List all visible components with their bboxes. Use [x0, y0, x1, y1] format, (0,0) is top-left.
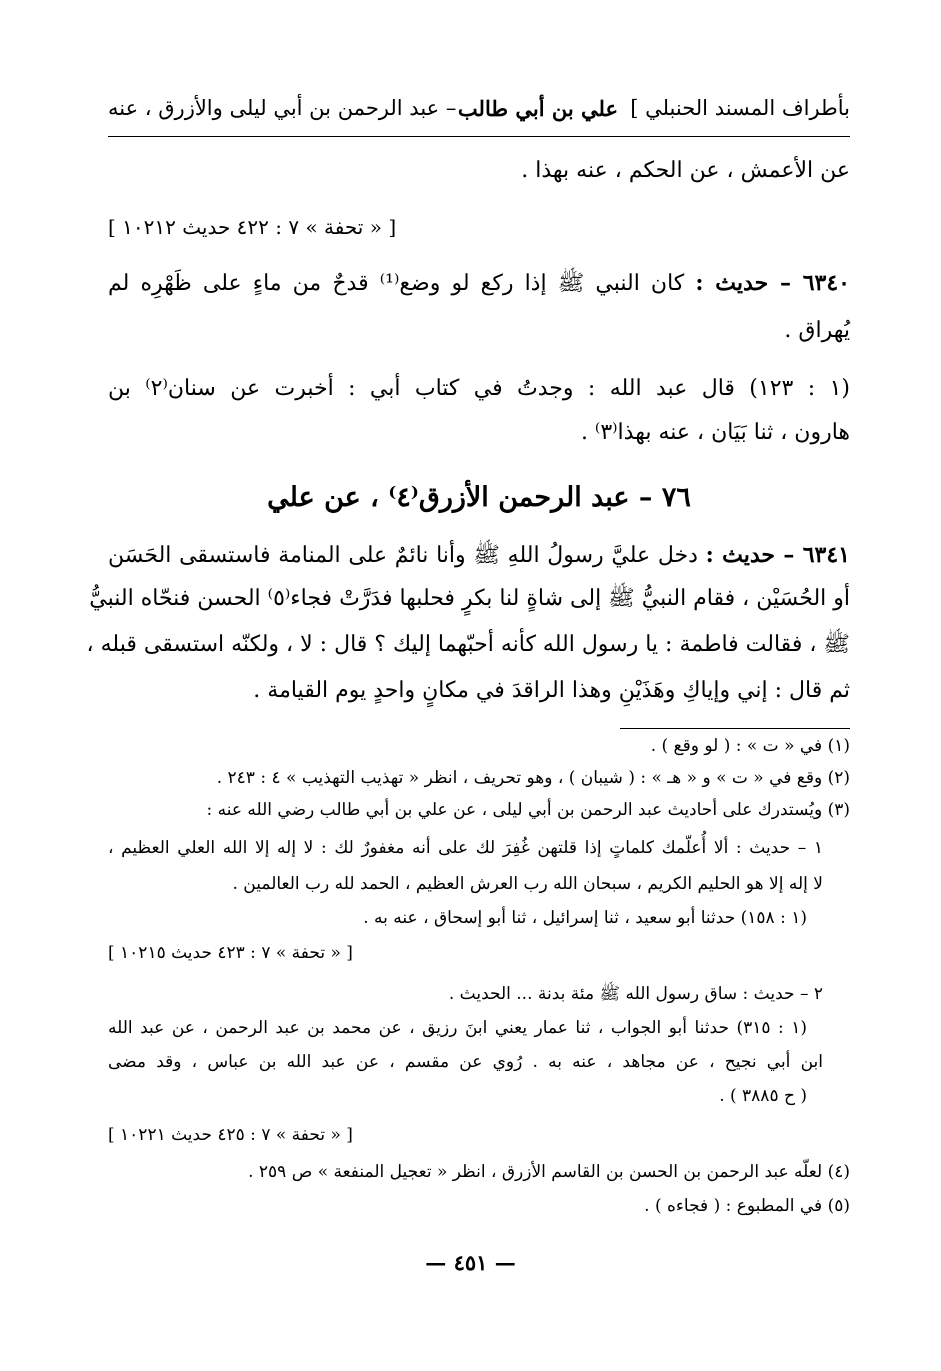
hadith-number: ٦٣٤٠ – حديث : — [695, 270, 850, 296]
footnote-5: (٥) في المطبوع : ( فجاءه ) . — [644, 1196, 850, 1216]
hadith-6341-line-4: ثم قال : إني وإياكِ وهَذَيْنِ وهذا الراقدَ في مكانٍ واحدٍ يوم القيامة . — [253, 678, 850, 703]
footnote-3-line: (١ : ٣١٥) حدثنا أبو الجواب ، ثنا عمار يعني ابنَ رزيق ، عن محمد بن عبد الرحمن ، عن عبد الله — [108, 1018, 807, 1038]
footnote-4: (٤) لعلّه عبد الرحمن بن الحسن بن القاسم الأزرق ، انظر « تعجيل المنفعة » ص ٢٥٩ . — [248, 1162, 850, 1182]
hadith-text: كان النبي ﷺ إذا ركع لو وضع⁽¹⁾ قدحٌ من ماءٍ على ظَهْرِه لم — [108, 271, 685, 296]
footnote-rule — [620, 728, 850, 729]
footnote-3-line: ( ح ٣٨٨٥ ) . — [719, 1086, 807, 1106]
hadith-6341-line-2: أو الحُسَيْن ، فقام النبيُّ ﷺ إلى شاةٍ لنا بكرٍ فحلبها فدَرَّتْ فجاء⁽٥⁾ الحسن فنحّاه النبيُّ — [89, 586, 850, 611]
footnote-3-line: ٢ – حديث : ساق رسول الله ﷺ مئة بدنة ... الحديث . — [448, 984, 823, 1004]
footnote-3-line: لا إله إلا هو الحليم الكريم ، سبحان الله رب العرش العظيم ، الحمد لله رب العالمين . — [232, 874, 823, 894]
hadith-6341-line-3: ﷺ ، فقالت فاطمة : يا رسول الله كأنه أحبّهما إليك ؟ قال : لا ، ولكنّه استسقى قبله ، — [86, 632, 850, 657]
hadith-number: ٦٣٤١ – حديث : — [705, 542, 850, 568]
tuhfa-reference: [ « تحفة » ٧ : ٤٢٣ حديث ١٠٢١٥ ] — [108, 943, 353, 963]
footnote-2: (٢) وقع في « ت » و « هـ » : ( شيبان ) ، وهو تحريف ، انظر « تهذيب التهذيب » ٤ : ٢٤٣ . — [216, 768, 850, 788]
footnote-3-line: ١ – حديث : ألا أُعلّمك كلماتٍ إذا قلتهن غُفِرَ لك على أنه مغفورٌ لك : لا إله إلا الله العلي العظيم ، — [108, 838, 823, 858]
page-number: — ٤٥١ — — [425, 1250, 516, 1275]
tuhfa-reference: [ « تحفة » ٧ : ٤٢٥ حديث ١٠٢٢١ ] — [108, 1125, 353, 1145]
running-header — [108, 96, 850, 132]
section-title: ٧٦ – عبد الرحمن الأزرق⁽٤⁾ ، عن علي — [267, 482, 691, 513]
footnote-1: (١) في « ت » : ( لو وقع ) . — [650, 736, 850, 756]
hadith-6340-line — [108, 268, 850, 299]
header-subsection: – عبد الرحمن بن أبي ليلى والأزرق ، عنه — [108, 96, 457, 120]
header-book-title: بأطراف المسند الحنبلي ] — [630, 96, 850, 120]
footnote-3: (٣) ويُستدرك على أحاديث عبد الرحمن بن أبي ليلى ، عن علي بن أبي طالب رضي الله عنه : — [206, 800, 850, 820]
hadith-6341-line — [108, 540, 850, 571]
footnote-3-line: ابن أبي نجيح ، عن مجاهد ، عنه به . رُوي عن مقسم ، عن عبد الله بن عباس ، وقد مضى — [108, 1052, 823, 1072]
header-rule — [108, 136, 850, 137]
isnad-line-2: هارون ، ثنا بَيَان ، عنه بهذا⁽٣⁾ . — [580, 420, 850, 445]
header-section-title: علي بن أبي طالب — [457, 96, 618, 121]
body-line: عن الأعمش ، عن الحكم ، عنه بهذا . — [521, 158, 850, 183]
hadith-text: دخل عليَّ رسولُ اللهِ ﷺ وأنا نائمٌ على المنامة فاستسقى الحَسَن — [108, 543, 698, 568]
hadith-6340-line-2: يُهراق . — [784, 318, 850, 343]
isnad-line: (١ : ١٢٣) قال عبد الله : وجدتُ في كتاب أبي : أخبرت عن سنان⁽٢⁾ بن — [108, 376, 850, 401]
tuhfa-reference: [ « تحفة » ٧ : ٤٢٢ حديث ١٠٢١٢ ] — [108, 215, 397, 239]
footnote-3-line: (١ : ١٥٨) حدثنا أبو سعيد ، ثنا إسرائيل ، ثنا أبو إسحاق ، عنه به . — [363, 908, 807, 928]
